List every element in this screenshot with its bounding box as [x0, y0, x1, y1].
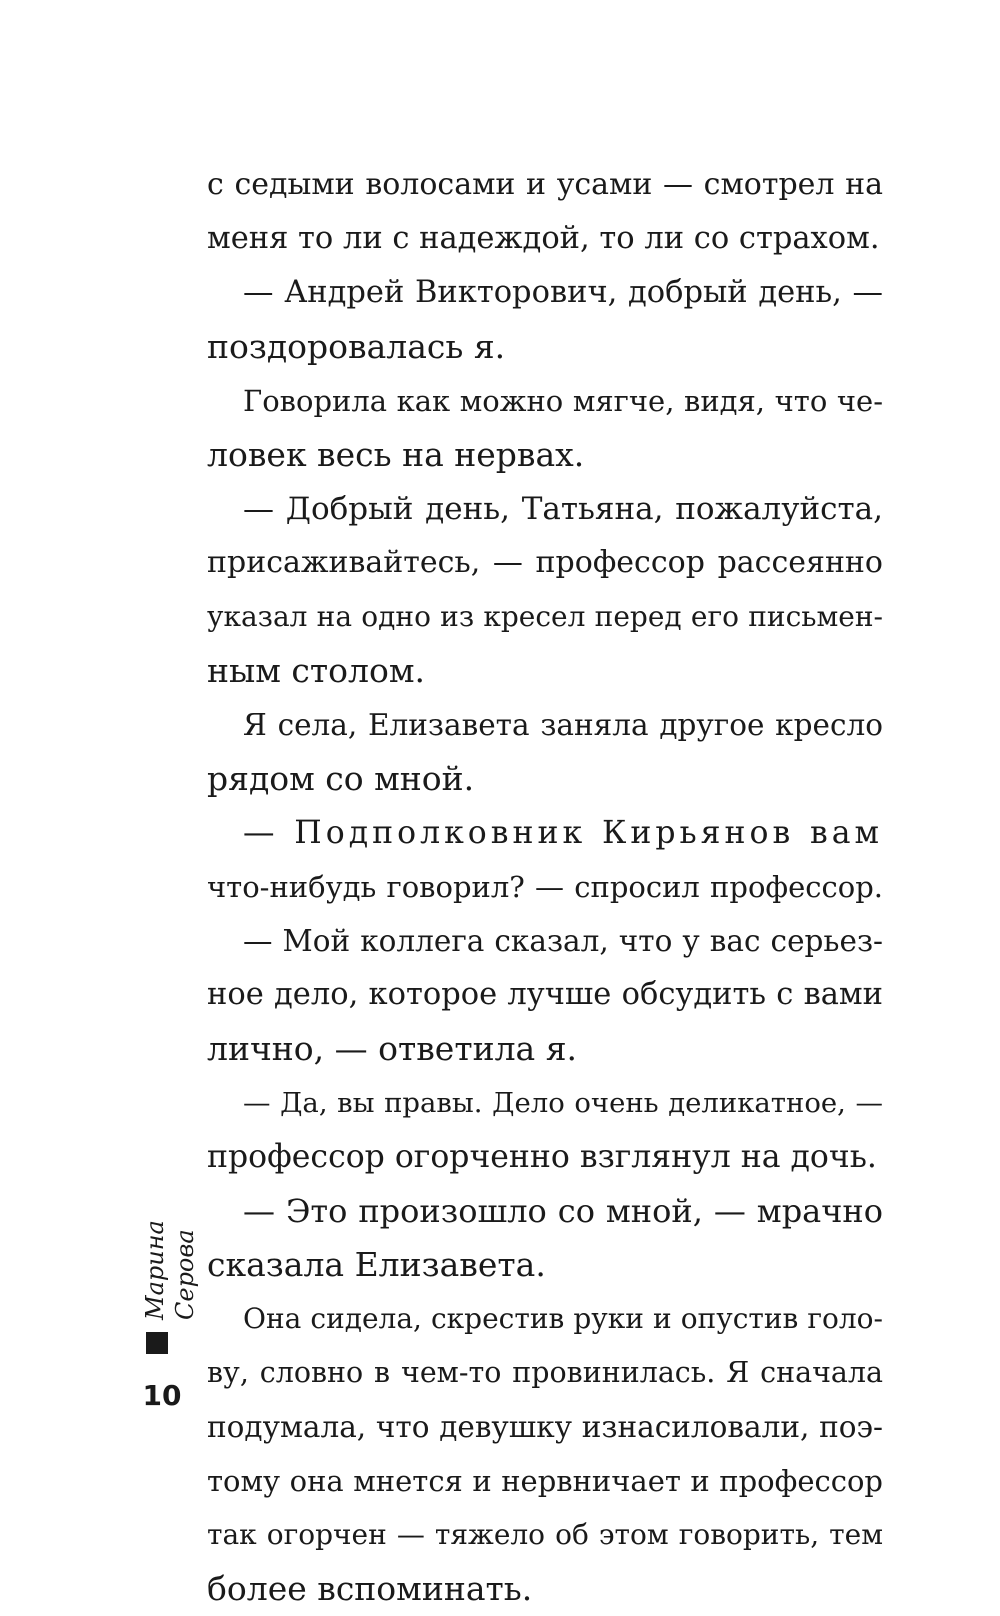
body-text — [207, 158, 883, 1616]
text-line: меня то ли с надеждой, то ли со страхом. — [207, 221, 880, 256]
text-line: ное дело, которое лучше обсудить с вами — [207, 977, 883, 1012]
text-line: — Мой коллега сказал, что у вас серьез- — [243, 924, 883, 958]
text-line: ву, словно в чем-то провинилась. Я сначала — [207, 1356, 883, 1389]
text-line: профессор огорченно взглянул на дочь. — [207, 1139, 877, 1175]
text-line: тому она мнется и нервничает и профессор — [207, 1464, 883, 1498]
text-line: поздоровалась я. — [207, 327, 506, 366]
text-line: — Да, вы правы. Дело очень деликатное, — — [243, 1087, 883, 1119]
text-line: что-нибудь говорил? — спросил профессор. — [207, 870, 883, 904]
text-line: подумала, что девушку изнасиловали, поэ- — [207, 1410, 883, 1444]
text-line: — Это произошло со мной, — мрачно — [243, 1192, 883, 1230]
running-head-author: Марина Серова — [141, 1220, 199, 1320]
text-line: Она сидела, скрестив руки и опустив голо- — [243, 1302, 883, 1335]
text-line: лично, — ответила я. — [207, 1029, 578, 1068]
text-line: с седыми волосами и усами — смотрел на — [207, 167, 883, 202]
text-line: ным столом. — [207, 651, 426, 690]
text-line: указал на одно из кресел перед его письмен- — [207, 600, 883, 633]
text-line: — Подполковник Кирьянов вам — [243, 815, 883, 851]
text-line: присаживайтесь, — профессор рассеянно — [207, 545, 883, 580]
square-marker-icon — [146, 1332, 168, 1354]
text-line: сказала Елизавета. — [207, 1245, 546, 1284]
text-line: ловек весь на нервах. — [207, 435, 585, 474]
text-line: более вспоминать. — [207, 1569, 533, 1608]
text-line: Говорила как можно мягче, видя, что че- — [243, 384, 883, 418]
text-line: — Добрый день, Татьяна, пожалуйста, — [243, 491, 883, 527]
text-line: Я села, Елизавета заняла другое кресло — [243, 708, 883, 742]
text-line: — Андрей Викторович, добрый день, — — [243, 275, 883, 310]
text-line: так огорчен — тяжело об этом говорить, тем — [207, 1518, 883, 1551]
page-number: 10 — [142, 1379, 182, 1412]
text-line: рядом со мной. — [207, 759, 475, 798]
